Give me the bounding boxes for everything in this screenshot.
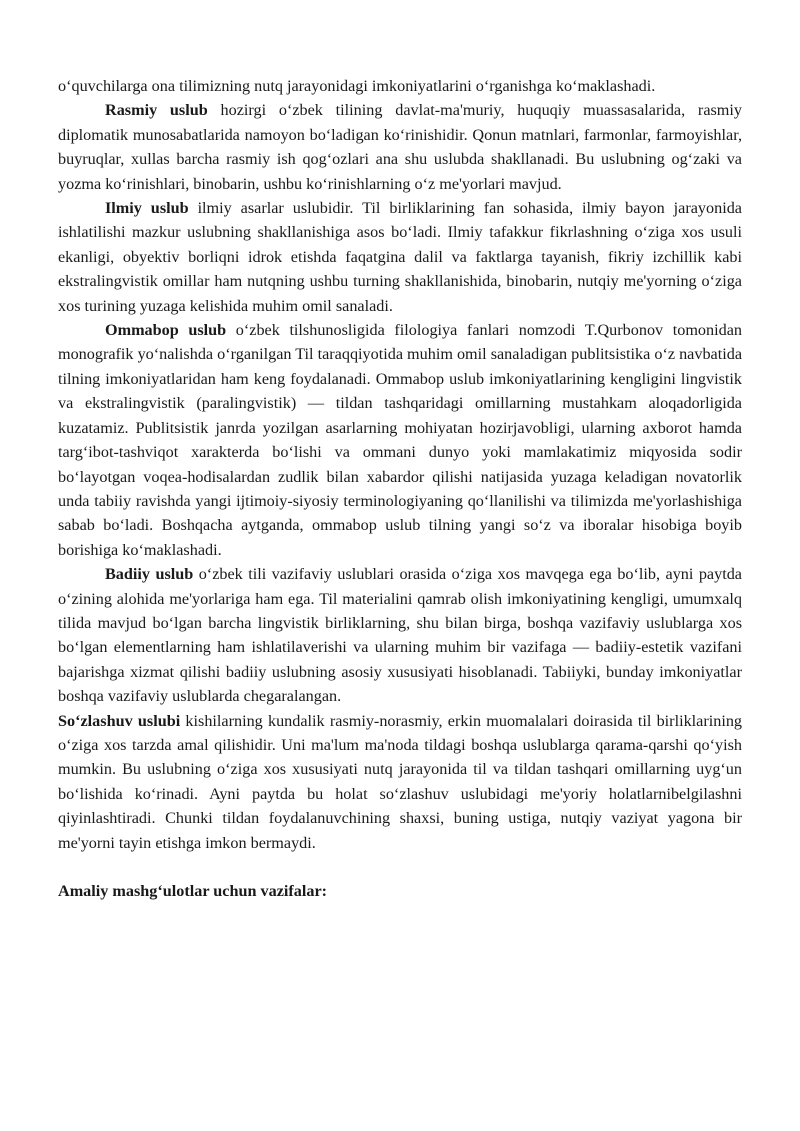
term-ilmiy-uslub: Ilmiy uslub [105,199,189,218]
paragraph-ilmiy-uslub [58,196,742,318]
paragraph-text: hozirgi o‘zbek tilining davlat-ma'muriy, huquqiy muassasalarida, rasmiy diplomatik munosabatlarida namoyon bo‘ladigan ko‘rinishidir. Qonun matnlari, farmonlar, farmoyishlar, buyruqlar, xullas barcha rasmiy ish qog‘ozlari ana shu uslubda shakllanadi. Bu uslubning og‘zaki va yozma ko‘rinishlari, binobarin, ushbu ko‘rinishlarning o‘z me'yorlari mavjud. [58,101,742,193]
paragraph-rasmiy-uslub [58,98,742,196]
paragraph-badiiy-uslub [58,562,742,708]
paragraph-text: o‘quvchilarga ona tilimizning nutq jarayonidagi imkoniyatlarini o‘rganishga ko‘maklashadi. [58,77,656,95]
paragraph-text: kishilarning kundalik rasmiy-norasmiy, erkin muomalalari doirasida til birliklarining o‘ziga xos tarzda amal qilishidir. Uni ma'lum ma'noda tildagi boshqa uslublarga qarama-qarshi qo‘yish mumkin. Bu uslubning o‘ziga xos xususiyati nutq jarayonida til va tildan tashqari omillarning uyg‘un bo‘lishida ko‘rinadi. Ayni paytda bu holat so‘zlashuv uslubidagi me'yoriy holatlarnibelgilashni qiyinlashtiradi. Chunki tildan foydalanuvchining shaxsi, buning ustiga, nutqiy vaziyat yagona bir me'yorni tayin etishga imkon bermaydi. [58,711,743,852]
term-rasmiy-uslub: Rasmiy uslub [105,101,208,120]
paragraph-text: o‘zbek tili vazifaviy uslublari orasida o‘ziga xos mavqega ega bo‘lib, ayni paytda o‘zining alohida me'yorlariga ham ega. Til materialini qamrab olish imkoniyatining kengligi, umumxalq tilida mavjud bo‘lgan barcha lingvistik birliklarning, shu bilan birga, boshqa vazifaviy uslublarga xos bo‘lgan elementlarning ham ishlatilaverishi va ularning muhim bir vazifaga — badiiy-estetik vazifani bajarishga xizmat qilishi badiiy uslubning asosiy xususiyati hisoblanadi. Tabiiyki, bunday imkoniyatlar boshqa vazifaviy uslublarda chegaralangan. [58,565,742,706]
term-badiiy-uslub: Badiiy uslub [105,565,194,584]
paragraph-intro-continuation [58,74,742,98]
term-ommabop-uslub: Ommabop uslub [105,321,227,340]
paragraph-ommabop-uslub [58,318,742,562]
paragraph-text: o‘zbek tilshunosligida filologiya fanlari nomzodi T.Qurbonov tomonidan monografik yo‘nalishda o‘rganilgan Til taraqqiyotida muhim omil sanaladigan publitsistika o‘z navbatida tilning imkoniyatlaridan ham keng foydalanadi. Ommabop uslub imkoniyatlarining kengligini lingvistik va ekstralingvistik (paralingvistik) — tildan tashqaridagi omillarning mustahkam aloqadorligida kuzatamiz. Publitsistik janrda yozilgan asarlarning mohiyatan hozirjavobligi, ularning axborot hamda targ‘ibot-tashviqot xarakterda bo‘lishi va ommani dunyo yoki mamlakatimiz miqyosida sodir bo‘layotgan voqea-hodisalardan zudlik bilan xabardor qilishi natijasida yuzaga keladigan novatorlik unda tabiiy ravishda yangi ijtimoiy-siyosiy terminologiyaning qo‘llanilishi va tilimizda me'yorlashishiga sabab bo‘ladi. Boshqacha aytganda, ommabop uslub tilning yangi so‘z va iboralar hisobiga boyib borishiga ko‘maklashadi. [58,321,742,559]
section-heading: Amaliy mashg‘ulotlar uchun vazifalar: [58,882,328,901]
paragraph-sozlashuv-uslubi [58,709,742,855]
blank-line [58,855,742,879]
term-sozlashuv-uslubi: So‘zlashuv uslubi [58,711,181,730]
paragraph-text: ilmiy asarlar uslubidir. Til birliklarining fan sohasida, ilmiy bayon jarayonida ishlatilishi mazkur uslubning shakllanishiga asos bo‘ladi. Ilmiy tafakkur fikrlashning o‘ziga xos usuli ekanligi, obyektiv borliqni idrok etishda faqatgina dalil va faktlarga tayanish, fikriy izchillik kabi ekstralingvistik omillar ham nutqning ushbu turning shakllanishida, binobarin, nutqiy me'yorning o‘ziga xos turining yuzaga kelishida muhim omil sanaladi. [58,199,742,315]
document-page [58,74,742,904]
